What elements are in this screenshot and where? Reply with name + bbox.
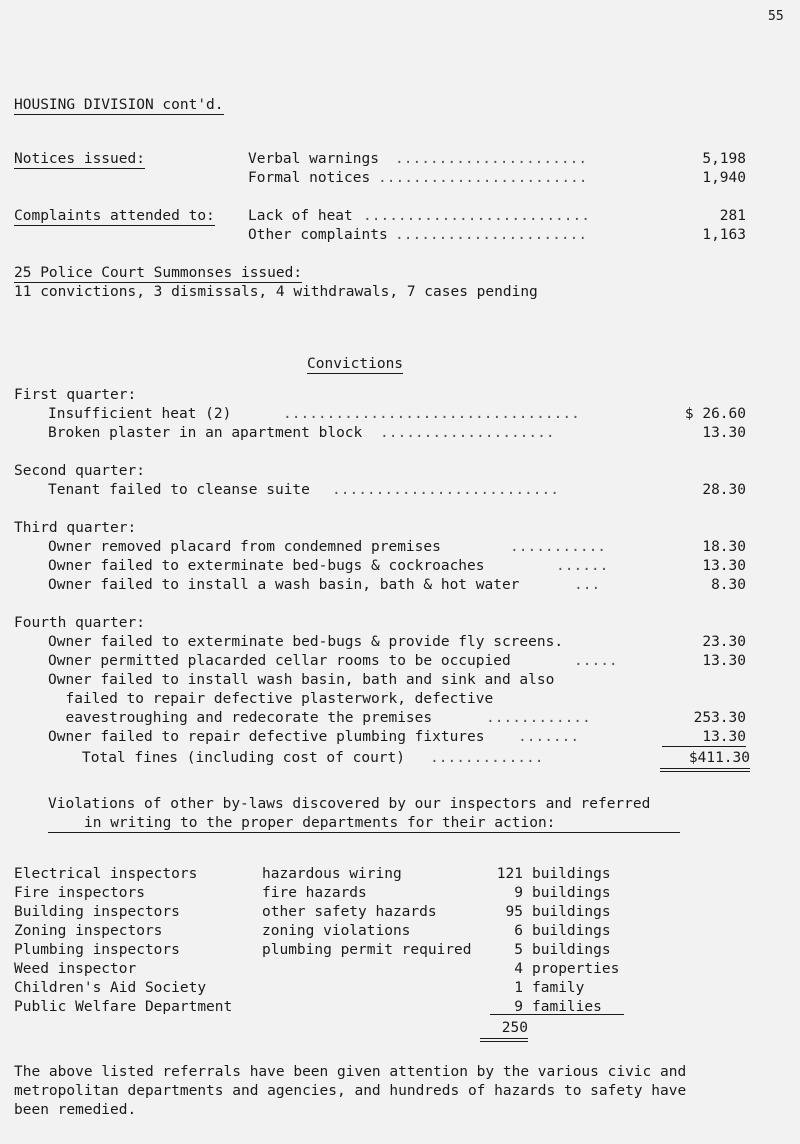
notices-row-verbal-dots: ......................	[395, 151, 588, 167]
notices-label: Notices issued:	[14, 151, 145, 167]
conviction-item-dots: .....	[574, 653, 618, 669]
violation-count: 95	[505, 904, 523, 920]
conviction-item-amount: 13.30	[702, 558, 746, 574]
closing-line2: metropolitan departments and agencies, and hundreds of hazards to safety have	[14, 1083, 687, 1099]
summonses-title: 25 Police Court Summonses issued:	[14, 265, 303, 281]
conviction-item-dots: ...........	[510, 539, 607, 555]
summonses-detail: 11 convictions, 3 dismissals, 4 withdrawals, 7 cases pending	[14, 284, 538, 300]
notices-row-formal-dots: ........................	[378, 170, 588, 186]
violations-intro-line2: in writing to the proper departments for their action:	[48, 814, 680, 833]
violation-unit: family	[532, 980, 585, 996]
convictions-title: Convictions	[307, 356, 404, 372]
complaints-row-heat-label: Lack of heat	[248, 208, 353, 224]
total-fines-dots: .............	[430, 750, 544, 766]
complaints-row-other-label: Other complaints	[248, 227, 388, 243]
violation-dept: Plumbing inspectors	[14, 942, 180, 958]
violation-dept: Electrical inspectors	[14, 866, 198, 882]
notices-row-verbal-label: Verbal warnings	[248, 151, 379, 167]
violation-dept: Fire inspectors	[14, 885, 145, 901]
notices-row-formal-value: 1,940	[702, 170, 746, 186]
violation-count: 9	[514, 999, 523, 1015]
quarter-3-label: Third quarter:	[14, 520, 137, 536]
violation-unit: families	[532, 999, 602, 1015]
conviction-item-amount: 18.30	[702, 539, 746, 555]
conviction-item: eavestroughing and redecorate the premises	[48, 710, 433, 726]
conviction-item-amount: 8.30	[711, 577, 746, 593]
page-number: 55	[768, 9, 784, 24]
conviction-item: Owner failed to exterminate bed-bugs & provide fly screens.	[48, 634, 564, 650]
complaints-label: Complaints attended to:	[14, 208, 215, 224]
conviction-item: Owner failed to install a wash basin, bath & hot water	[48, 577, 520, 593]
conviction-item: Tenant failed to cleanse suite	[48, 482, 310, 498]
conviction-item-dots: .......	[518, 729, 580, 745]
table-underline	[490, 1014, 624, 1015]
violations-intro-line1: Violations of other by-laws discovered by our inspectors and referred	[48, 796, 651, 812]
quarter-4-label: Fourth quarter:	[14, 615, 145, 631]
complaints-row-heat-dots: ..........................	[363, 208, 590, 224]
closing-line3: been remedied.	[14, 1102, 137, 1118]
conviction-item-dots: ...	[574, 577, 601, 593]
violation-dept: Building inspectors	[14, 904, 180, 920]
violation-unit: properties	[532, 961, 620, 977]
violation-unit: buildings	[532, 885, 611, 901]
violation-count: 9	[514, 885, 523, 901]
conviction-item-dots: ..........................	[332, 482, 559, 498]
conviction-item-amount: 13.30	[702, 425, 746, 441]
notices-row-formal-label: Formal notices	[248, 170, 371, 186]
conviction-item-amount: 23.30	[702, 634, 746, 650]
violation-count: 5	[514, 942, 523, 958]
violation-unit: buildings	[532, 866, 611, 882]
violation-count: 1	[514, 980, 523, 996]
violation-hazard: other safety hazards	[262, 904, 437, 920]
conviction-item-amount: 13.30	[662, 728, 746, 747]
violation-count: 121	[496, 866, 523, 882]
conviction-item: Owner permitted placarded cellar rooms to be occupied	[48, 653, 511, 669]
conviction-item: Broken plaster in an apartment block	[48, 425, 363, 441]
notices-row-verbal-value: 5,198	[702, 151, 746, 167]
conviction-item-amount: 28.30	[702, 482, 746, 498]
violation-hazard: hazardous wiring	[262, 866, 402, 882]
complaints-row-heat-value: 281	[719, 208, 746, 224]
violation-dept: Public Welfare Department	[14, 999, 233, 1015]
violation-hazard: zoning violations	[262, 923, 411, 939]
conviction-item: failed to repair defective plasterwork, defective	[48, 691, 494, 707]
complaints-row-other-value: 1,163	[702, 227, 746, 243]
closing-line1: The above listed referrals have been given attention by the various civic and	[14, 1064, 687, 1080]
violation-unit: buildings	[532, 904, 611, 920]
conviction-item: Owner failed to install wash basin, bath and sink and also	[48, 672, 555, 688]
violation-unit: buildings	[532, 942, 611, 958]
section-header: HOUSING DIVISION cont'd.	[14, 97, 224, 113]
violation-dept: Weed inspector	[14, 961, 137, 977]
total-fines-amount: $411.30	[660, 749, 750, 772]
violations-total: 250	[480, 1019, 528, 1042]
conviction-item: Owner failed to exterminate bed-bugs & cockroaches	[48, 558, 485, 574]
conviction-item: Owner removed placard from condemned premises	[48, 539, 441, 555]
conviction-item-amount: $ 26.60	[684, 406, 746, 422]
conviction-item-dots: ....................	[380, 425, 555, 441]
quarter-1-label: First quarter:	[14, 387, 137, 403]
violation-dept: Zoning inspectors	[14, 923, 163, 939]
conviction-item-amount: 253.30	[693, 710, 746, 726]
quarter-2-label: Second quarter:	[14, 463, 145, 479]
conviction-item-dots: ......	[556, 558, 609, 574]
conviction-item: Insufficient heat (2)	[48, 406, 232, 422]
violation-hazard: fire hazards	[262, 885, 367, 901]
violation-dept: Children's Aid Society	[14, 980, 207, 996]
total-fines-label: Total fines (including cost of court)	[82, 750, 406, 766]
conviction-item-dots: ..................................	[283, 406, 580, 422]
violation-hazard: plumbing permit required	[262, 942, 472, 958]
violation-count: 6	[514, 923, 523, 939]
conviction-item-amount: 13.30	[702, 653, 746, 669]
conviction-item: Owner failed to repair defective plumbing fixtures	[48, 729, 485, 745]
conviction-item-dots: ............	[486, 710, 591, 726]
violation-count: 4	[514, 961, 523, 977]
violation-unit: buildings	[532, 923, 611, 939]
complaints-row-other-dots: ......................	[395, 227, 588, 243]
